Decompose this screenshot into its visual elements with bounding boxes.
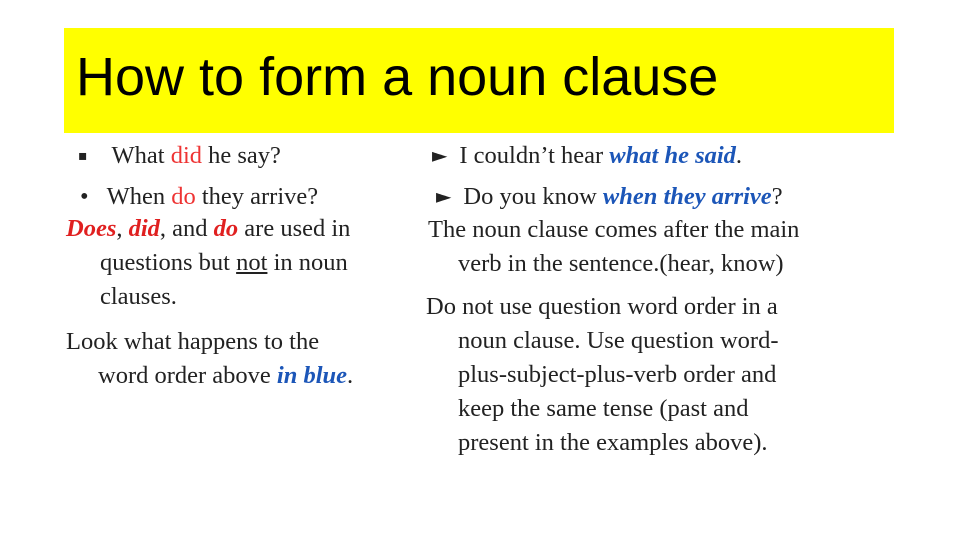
- rule3-line3: plus-subject-plus-verb order and: [458, 361, 777, 388]
- triangle-arrow-icon: ►: [436, 184, 452, 208]
- rule2-line1: The noun clause comes after the main: [428, 216, 800, 243]
- triangle-arrow-icon: ►: [432, 143, 448, 167]
- rule2-line2: verb in the sentence.(hear, know): [458, 250, 784, 277]
- rule-does-did-do-line2: questions but not in noun: [100, 249, 348, 276]
- rule3-line4: keep the same tense (past and: [458, 395, 749, 422]
- answer-do-you-know: ► Do you know when they arrive?: [436, 183, 783, 210]
- underlined-not: not: [236, 249, 268, 276]
- square-bullet-icon: ▪: [78, 148, 88, 164]
- rule3-line1: Do not use question word order in a: [426, 293, 778, 320]
- rule3-line5: present in the examples above).: [458, 429, 768, 456]
- highlight-do: do: [171, 183, 196, 210]
- slide-title: How to form a noun clause: [76, 47, 719, 107]
- question-when-do: • When do they arrive?: [80, 183, 319, 210]
- rule-does-did-do-line3: clauses.: [100, 283, 177, 310]
- answer-couldnt-hear: ► I couldn’t hear what he said.: [432, 142, 743, 169]
- rule3-line2: noun clause. Use question word-: [458, 327, 779, 354]
- question-what-did: ▪ What did he say?: [78, 142, 281, 169]
- look-line2: word order above in blue.: [98, 362, 354, 389]
- highlight-did: did: [170, 142, 202, 169]
- title-banner: [64, 28, 894, 133]
- dot-bullet-icon: •: [80, 183, 89, 210]
- look-line1: Look what happens to the: [66, 328, 320, 355]
- rule-does-did-do-line1: Does, did, and do are used in: [66, 215, 351, 242]
